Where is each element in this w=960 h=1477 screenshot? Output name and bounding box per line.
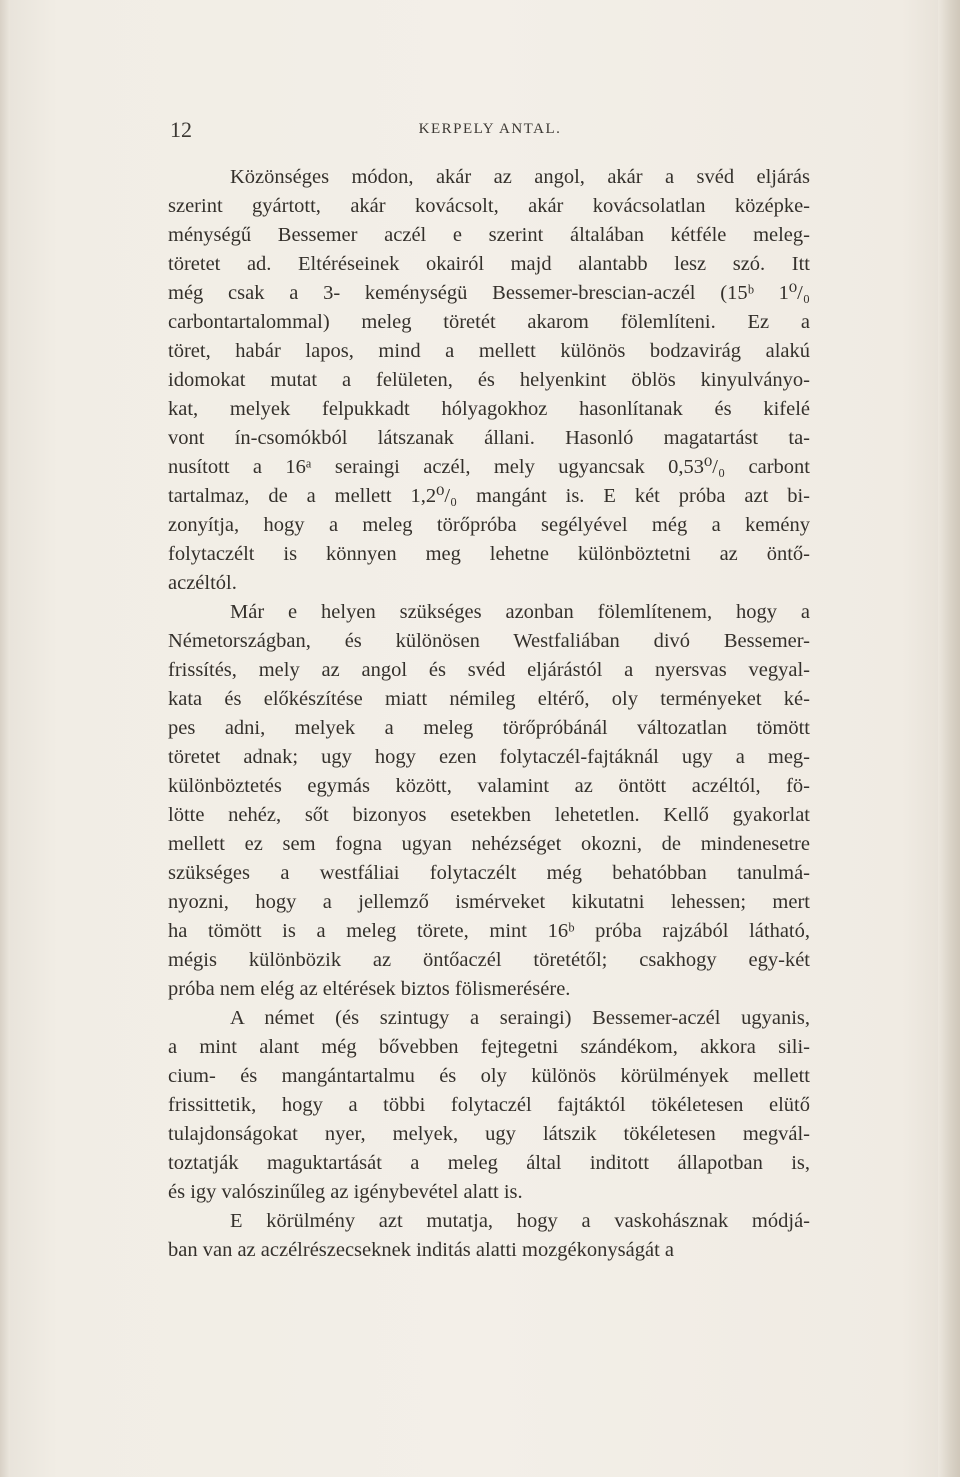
text-line: ban van az aczélrészecseknek inditás alatti mozgékonyságát a xyxy=(168,1239,674,1261)
text-line: tulajdonságokat nyer, melyek, ugy látszik tökéletesen megvál- xyxy=(168,1123,810,1145)
text-line: ha tömött is a meleg törete, mint 16ᵇ próba rajzából látható, xyxy=(168,920,810,942)
page-right-edge xyxy=(938,0,960,1477)
text-line: frissittetik, hogy a többi folytaczél fajtáktól tökéletesen elütő xyxy=(168,1094,810,1116)
text-line: még csak a 3- keménységü Bessemer-brescian-aczél (15ᵇ 1⁰/₀ xyxy=(168,282,810,304)
page-left-edge xyxy=(0,0,10,1477)
text-line: Közönséges módon, akár az angol, akár a svéd eljárás xyxy=(230,166,810,188)
text-line: E körülmény azt mutatja, hogy a vaskohásznak módjá- xyxy=(230,1210,810,1232)
text-line: tartalmaz, de a mellett 1,2⁰/₀ mangánt is. E két próba azt bi- xyxy=(168,485,810,507)
text-line: nusított a 16ᵃ seraingi aczél, mely ugyancsak 0,53⁰/₀ carbont xyxy=(168,456,810,478)
text-line: Már e helyen szükséges azonban fölemlítenem, hogy a xyxy=(230,601,810,623)
text-line: cium- és mangántartalmu és oly különös körülmények mellett xyxy=(168,1065,810,1087)
text-line: töretet adnak; ugy hogy ezen folytaczél-fajtáknál ugy a meg- xyxy=(168,746,810,768)
text-line: idomokat mutat a felületen, és helyenkint öblös kinyulványo- xyxy=(168,369,810,391)
text-line: toztatják maguktartását a meleg által inditott állapotban is, xyxy=(168,1152,810,1174)
text-line: frissítés, mely az angol és svéd eljárástól a nyersvas vegyal- xyxy=(168,659,810,681)
text-line: mégis különbözik az öntőaczél töretétől; csakhogy egy-két xyxy=(168,949,810,971)
text-line: mellett ez sem fogna ugyan nehézséget okozni, de mindenesetre xyxy=(168,833,810,855)
paragraph xyxy=(168,163,810,598)
text-line: zonyítja, hogy a meleg törőpróba segélyével még a kemény xyxy=(168,514,810,536)
text-line: lötte nehéz, sőt bizonyos esetekben lehetetlen. Kellő gyakorlat xyxy=(168,804,810,826)
text-line: különböztetés egymás között, valamint az öntött aczéltól, fö- xyxy=(168,775,810,797)
text-line: töretet ad. Eltéréseinek okairól majd alantabb lesz szó. Itt xyxy=(168,253,810,275)
page-number: 12 xyxy=(170,117,192,142)
text-line: folytaczélt is könnyen meg lehetne különböztetni az öntő- xyxy=(168,543,810,565)
text-line: a mint alant még bővebben fejtegetni szándékom, akkora sili- xyxy=(168,1036,810,1058)
text-line: ménységű Bessemer aczél e szerint általában kétféle meleg- xyxy=(168,224,810,246)
text-line: vont ín-csomókból látszanak állani. Hasonló magatartást ta- xyxy=(168,427,810,449)
text-line: pes adni, melyek a meleg törőpróbánál változatlan tömött xyxy=(168,717,810,739)
text-line: kat, melyek felpukkadt hólyagokhoz hasonlítanak és kifelé xyxy=(168,398,810,420)
text-line: carbontartalommal) meleg töretét akarom fölemlíteni. Ez a xyxy=(168,311,810,333)
paragraph xyxy=(168,598,810,1004)
paragraph xyxy=(168,1207,810,1265)
text-line: szükséges a westfáliai folytaczélt még behatóbban tanulmá- xyxy=(168,862,810,884)
text-line: nyozni, hogy a jellemző ismérveket kikutatni lehessen; mert xyxy=(168,891,810,913)
text-line: töret, habár lapos, mind a mellett különös bodzavirág alakú xyxy=(168,340,810,362)
running-head: KERPELY ANTAL. xyxy=(418,121,562,137)
body-text xyxy=(168,163,810,1265)
page-header xyxy=(170,117,810,145)
text-line: A német (és szintugy a seraingi) Bessemer-aczél ugyanis, xyxy=(230,1007,810,1029)
paragraph xyxy=(168,1004,810,1207)
text-line: kata és előkészítése miatt némileg eltérő, oly terményeket ké- xyxy=(168,688,810,710)
text-line: aczéltól. xyxy=(168,572,237,594)
text-line: szerint gyártott, akár kovácsolt, akár kovácsolatlan középke- xyxy=(168,195,810,217)
text-line: próba nem elég az eltérések biztos fölismerésére. xyxy=(168,978,571,1000)
text-line: és igy valószinűleg az igénybevétel alatt is. xyxy=(168,1181,523,1203)
text-line: Németországban, és különösen Westfaliában divó Bessemer- xyxy=(168,630,810,652)
